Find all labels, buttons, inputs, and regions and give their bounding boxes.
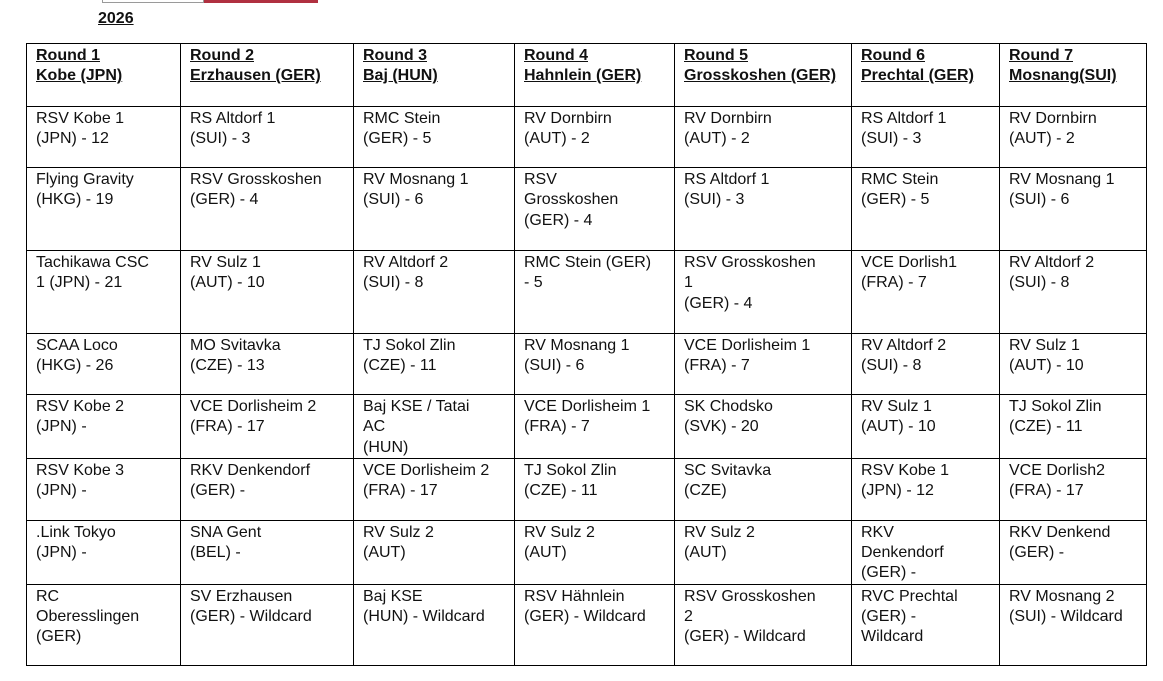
team-cell-line: (GER) - 4 bbox=[684, 294, 753, 312]
team-cell bbox=[181, 395, 354, 459]
team-cell bbox=[675, 107, 852, 168]
table-row bbox=[27, 251, 1147, 334]
team-cell-line: Grosskoshen bbox=[524, 191, 619, 209]
team-cell bbox=[181, 251, 354, 334]
team-cell-line: (AUT) - 2 bbox=[1009, 130, 1075, 148]
team-cell-line: (GER) - 4 bbox=[190, 191, 259, 209]
team-cell-line: RV Sulz 2 bbox=[363, 523, 434, 541]
team-cell-line: RV Dornbirn bbox=[684, 110, 772, 127]
team-cell bbox=[675, 334, 852, 395]
team-cell-line: RMC Stein bbox=[861, 171, 939, 188]
team-cell bbox=[354, 251, 515, 334]
team-cell bbox=[852, 168, 1000, 251]
team-cell-line: (GER) - Wildcard bbox=[524, 608, 646, 626]
team-cell-line: RS Altdorf 1 bbox=[190, 110, 276, 127]
team-cell-line: RKV Denkendorf bbox=[190, 461, 311, 479]
team-cell-line: 1 bbox=[684, 274, 693, 292]
team-cell-line: SNA Gent bbox=[190, 523, 262, 541]
team-cell-line: (JPN) - bbox=[36, 418, 87, 436]
team-cell bbox=[354, 168, 515, 251]
team-cell-line: (CZE) - 11 bbox=[1009, 418, 1083, 436]
team-cell-line: - 5 bbox=[524, 274, 543, 292]
team-cell-line: (SUI) - 8 bbox=[363, 274, 424, 292]
team-cell-line: RV Sulz 1 bbox=[1009, 337, 1080, 354]
team-cell-line: RS Altdorf 1 bbox=[861, 110, 947, 127]
team-cell-line: VCE Dorlisheim 1 bbox=[684, 337, 811, 354]
team-cell bbox=[1000, 107, 1147, 168]
team-cell bbox=[1000, 251, 1147, 334]
team-cell-line: (AUT) - 10 bbox=[861, 418, 936, 436]
round-number: Round 2 bbox=[190, 47, 254, 64]
team-cell-line: RV Dornbirn bbox=[1009, 110, 1097, 127]
team-cell bbox=[27, 520, 181, 584]
team-cell bbox=[354, 107, 515, 168]
team-cell-line: RV Mosnang 1 bbox=[524, 337, 630, 354]
team-cell-line: SV Erzhausen bbox=[190, 587, 293, 605]
team-cell-line: SK Chodsko bbox=[684, 398, 773, 415]
team-cell bbox=[1000, 395, 1147, 459]
team-cell bbox=[354, 584, 515, 665]
round-header-2 bbox=[181, 44, 354, 107]
team-cell-line: (SUI) - 3 bbox=[190, 130, 251, 148]
team-cell bbox=[27, 395, 181, 459]
team-cell-line: RSV Hähnlein bbox=[524, 587, 625, 605]
team-cell-line: (BEL) - bbox=[190, 544, 241, 562]
table-body bbox=[27, 107, 1147, 666]
team-cell-line: RV Mosnang 2 bbox=[1009, 587, 1115, 605]
team-cell-line: RV Sulz 1 bbox=[861, 398, 932, 415]
team-cell bbox=[675, 251, 852, 334]
team-cell-line: (CZE) - 13 bbox=[190, 357, 265, 375]
team-cell bbox=[515, 584, 675, 665]
team-cell bbox=[852, 458, 1000, 520]
team-cell-line: (GER) - 5 bbox=[363, 130, 432, 148]
team-cell-line: MO Svitavka bbox=[190, 337, 281, 354]
team-cell-line: (JPN) - bbox=[36, 544, 87, 562]
team-cell-line: (HKG) - 26 bbox=[36, 357, 114, 375]
team-cell-line: RSV Grosskoshen bbox=[684, 587, 816, 605]
round-number: Round 6 bbox=[861, 47, 925, 64]
team-cell-line: 2 bbox=[684, 608, 693, 626]
team-cell-line: RV Sulz 1 bbox=[190, 254, 261, 271]
team-cell-line: 1 (JPN) - 21 bbox=[36, 274, 123, 292]
team-cell-line: RKV bbox=[861, 523, 894, 541]
team-cell bbox=[27, 251, 181, 334]
team-cell-line: (HUN) - Wildcard bbox=[363, 608, 485, 626]
round-venue: Grosskoshen (GER) bbox=[684, 67, 837, 85]
team-cell bbox=[515, 395, 675, 459]
team-cell bbox=[675, 458, 852, 520]
team-cell-line: VCE Dorlisheim 1 bbox=[524, 398, 651, 415]
team-cell-line: (SUI) - 6 bbox=[1009, 191, 1070, 209]
team-cell-line: (FRA) - 17 bbox=[190, 418, 265, 436]
team-cell-line: RV Mosnang 1 bbox=[1009, 171, 1115, 188]
team-cell-line: .Link Tokyo bbox=[36, 523, 116, 541]
team-cell-line: SCAA Loco bbox=[36, 337, 118, 354]
team-cell-line: (CZE) bbox=[684, 482, 727, 500]
team-cell-line: (SUI) - 8 bbox=[1009, 274, 1070, 292]
team-cell-line: (JPN) - 12 bbox=[861, 482, 934, 500]
team-cell-line: RSV bbox=[524, 171, 557, 188]
team-cell-line: AC bbox=[363, 418, 386, 436]
team-cell bbox=[1000, 334, 1147, 395]
team-cell-line: RSV Kobe 1 bbox=[861, 461, 950, 479]
team-cell-line: (SUI) - 6 bbox=[363, 191, 424, 209]
team-cell-line: Wildcard bbox=[861, 628, 924, 646]
team-cell-line: (JPN) - bbox=[36, 482, 87, 500]
team-cell-line: (GER) - 4 bbox=[524, 211, 593, 229]
team-cell bbox=[354, 520, 515, 584]
team-cell-line: VCE Dorlisheim 2 bbox=[190, 398, 317, 415]
team-cell bbox=[675, 395, 852, 459]
team-cell-line: RKV Denkend bbox=[1009, 523, 1111, 541]
team-cell bbox=[27, 168, 181, 251]
team-cell-line: Flying Gravity bbox=[36, 171, 134, 188]
team-cell-line: (SUI) - 3 bbox=[861, 130, 922, 148]
team-cell-line: RC bbox=[36, 587, 60, 605]
team-cell-line: (FRA) - 17 bbox=[363, 482, 438, 500]
table-row bbox=[27, 168, 1147, 251]
round-header-7 bbox=[1000, 44, 1147, 107]
round-venue: Erzhausen (GER) bbox=[190, 67, 321, 85]
top-strip-left bbox=[102, 0, 204, 3]
team-cell bbox=[27, 107, 181, 168]
team-cell bbox=[1000, 520, 1147, 584]
team-cell bbox=[852, 395, 1000, 459]
team-cell-line: RV Altdorf 2 bbox=[861, 337, 947, 354]
team-cell-line: RV Altdorf 2 bbox=[1009, 254, 1095, 271]
team-cell-line: RS Altdorf 1 bbox=[684, 171, 770, 188]
year-heading: 2026 bbox=[98, 10, 134, 27]
team-cell-line: RV Mosnang 1 bbox=[363, 171, 469, 188]
team-cell-line: (GER) - bbox=[861, 608, 917, 626]
team-cell bbox=[27, 584, 181, 665]
team-cell-line: TJ Sokol Zlin bbox=[363, 337, 456, 354]
round-venue: Kobe (JPN) bbox=[36, 67, 123, 85]
team-cell-line: (FRA) - 17 bbox=[1009, 482, 1084, 500]
round-number: Round 4 bbox=[524, 47, 588, 64]
round-number: Round 1 bbox=[36, 47, 100, 64]
team-cell-line: TJ Sokol Zlin bbox=[524, 461, 617, 479]
team-cell-line: (FRA) - 7 bbox=[861, 274, 927, 292]
round-venue: Mosnang(SUI) bbox=[1009, 67, 1117, 85]
round-number: Round 3 bbox=[363, 47, 427, 64]
team-cell-line: RSV Grosskoshen bbox=[190, 171, 322, 188]
team-cell-line: RV Sulz 2 bbox=[684, 523, 755, 541]
round-number: Round 5 bbox=[684, 47, 748, 64]
team-cell bbox=[515, 520, 675, 584]
team-cell bbox=[852, 251, 1000, 334]
team-cell bbox=[852, 520, 1000, 584]
team-cell bbox=[181, 107, 354, 168]
team-cell bbox=[675, 168, 852, 251]
team-cell bbox=[515, 168, 675, 251]
table-row bbox=[27, 395, 1147, 459]
team-cell bbox=[1000, 458, 1147, 520]
round-header-5 bbox=[675, 44, 852, 107]
top-strip-right bbox=[204, 0, 318, 3]
round-venue: Baj (HUN) bbox=[363, 67, 438, 85]
team-cell-line: RSV Kobe 1 bbox=[36, 110, 125, 127]
team-cell-line: RV Sulz 2 bbox=[524, 523, 595, 541]
team-cell-line: RV Dornbirn bbox=[524, 110, 612, 127]
team-cell-line: (SUI) - 3 bbox=[684, 191, 745, 209]
team-cell-line: (HKG) - 19 bbox=[36, 191, 114, 209]
team-cell-line: RSV Kobe 3 bbox=[36, 461, 125, 479]
header-row bbox=[27, 44, 1147, 107]
team-cell-line: (GER) - 5 bbox=[861, 191, 930, 209]
round-header-3 bbox=[354, 44, 515, 107]
team-cell-line: RMC Stein (GER) bbox=[524, 254, 652, 271]
table-row bbox=[27, 107, 1147, 168]
team-cell-line: (HUN) bbox=[363, 438, 409, 456]
table-row bbox=[27, 584, 1147, 665]
table-row bbox=[27, 458, 1147, 520]
schedule-table bbox=[26, 43, 1147, 666]
team-cell-line: (CZE) - 11 bbox=[524, 482, 598, 500]
team-cell-line: (SUI) - 6 bbox=[524, 357, 585, 375]
round-venue: Prechtal (GER) bbox=[861, 67, 974, 85]
team-cell-line: (GER) - bbox=[1009, 544, 1065, 562]
team-cell bbox=[181, 584, 354, 665]
team-cell-line: Baj KSE / Tatai bbox=[363, 398, 470, 415]
table-row bbox=[27, 334, 1147, 395]
team-cell-line: VCE Dorlish1 bbox=[861, 254, 958, 271]
team-cell bbox=[515, 334, 675, 395]
team-cell-line: Oberesslingen bbox=[36, 608, 140, 626]
team-cell-line: (FRA) - 7 bbox=[524, 418, 590, 436]
team-cell-line: (FRA) - 7 bbox=[684, 357, 750, 375]
team-cell-line: Baj KSE bbox=[363, 587, 423, 605]
team-cell-line: SC Svitavka bbox=[684, 461, 772, 479]
team-cell-line: (AUT) bbox=[363, 544, 406, 562]
team-cell-line: (AUT) - 10 bbox=[190, 274, 265, 292]
team-cell bbox=[181, 334, 354, 395]
team-cell-line: Denkendorf bbox=[861, 544, 944, 562]
team-cell-line: (SVK) - 20 bbox=[684, 418, 759, 436]
top-strip-decoration bbox=[102, 0, 318, 3]
team-cell bbox=[1000, 584, 1147, 665]
team-cell bbox=[181, 168, 354, 251]
team-cell bbox=[675, 520, 852, 584]
team-cell bbox=[27, 458, 181, 520]
team-cell-line: (GER) - bbox=[861, 564, 917, 582]
team-cell-line: VCE Dorlisheim 2 bbox=[363, 461, 490, 479]
team-cell-line: (AUT) - 2 bbox=[524, 130, 590, 148]
team-cell-line: RVC Prechtal bbox=[861, 587, 958, 605]
round-header-6 bbox=[852, 44, 1000, 107]
team-cell bbox=[354, 395, 515, 459]
round-venue: Hahnlein (GER) bbox=[524, 67, 642, 85]
team-cell-line: RSV Grosskoshen bbox=[684, 254, 816, 271]
team-cell-line: (SUI) - 8 bbox=[861, 357, 922, 375]
team-cell-line: Tachikawa CSC bbox=[36, 254, 149, 271]
team-cell bbox=[852, 334, 1000, 395]
team-cell-line: (GER) - bbox=[190, 482, 246, 500]
team-cell-line: (AUT) bbox=[684, 544, 727, 562]
team-cell-line: (JPN) - 12 bbox=[36, 130, 109, 148]
team-cell-line: VCE Dorlish2 bbox=[1009, 461, 1106, 479]
round-header-4 bbox=[515, 44, 675, 107]
team-cell-line: (AUT) bbox=[524, 544, 567, 562]
team-cell-line: RMC Stein bbox=[363, 110, 441, 127]
team-cell-line: (GER) - Wildcard bbox=[684, 628, 806, 646]
round-number: Round 7 bbox=[1009, 47, 1073, 64]
team-cell bbox=[852, 584, 1000, 665]
team-cell-line: TJ Sokol Zlin bbox=[1009, 398, 1102, 415]
team-cell bbox=[1000, 168, 1147, 251]
team-cell bbox=[181, 520, 354, 584]
team-cell-line: RSV Kobe 2 bbox=[36, 398, 125, 415]
team-cell-line: (AUT) - 2 bbox=[684, 130, 750, 148]
team-cell bbox=[515, 107, 675, 168]
team-cell-line: (SUI) - Wildcard bbox=[1009, 608, 1123, 626]
team-cell bbox=[354, 458, 515, 520]
round-header-1 bbox=[27, 44, 181, 107]
team-cell bbox=[27, 334, 181, 395]
team-cell-line: (GER) - Wildcard bbox=[190, 608, 312, 626]
team-cell-line: (CZE) - 11 bbox=[363, 357, 437, 375]
team-cell bbox=[515, 458, 675, 520]
team-cell bbox=[354, 334, 515, 395]
team-cell bbox=[852, 107, 1000, 168]
table-row bbox=[27, 520, 1147, 584]
team-cell bbox=[515, 251, 675, 334]
team-cell bbox=[181, 458, 354, 520]
team-cell bbox=[675, 584, 852, 665]
team-cell-line: (AUT) - 10 bbox=[1009, 357, 1084, 375]
team-cell-line: RV Altdorf 2 bbox=[363, 254, 449, 271]
team-cell-line: (GER) bbox=[36, 628, 82, 646]
